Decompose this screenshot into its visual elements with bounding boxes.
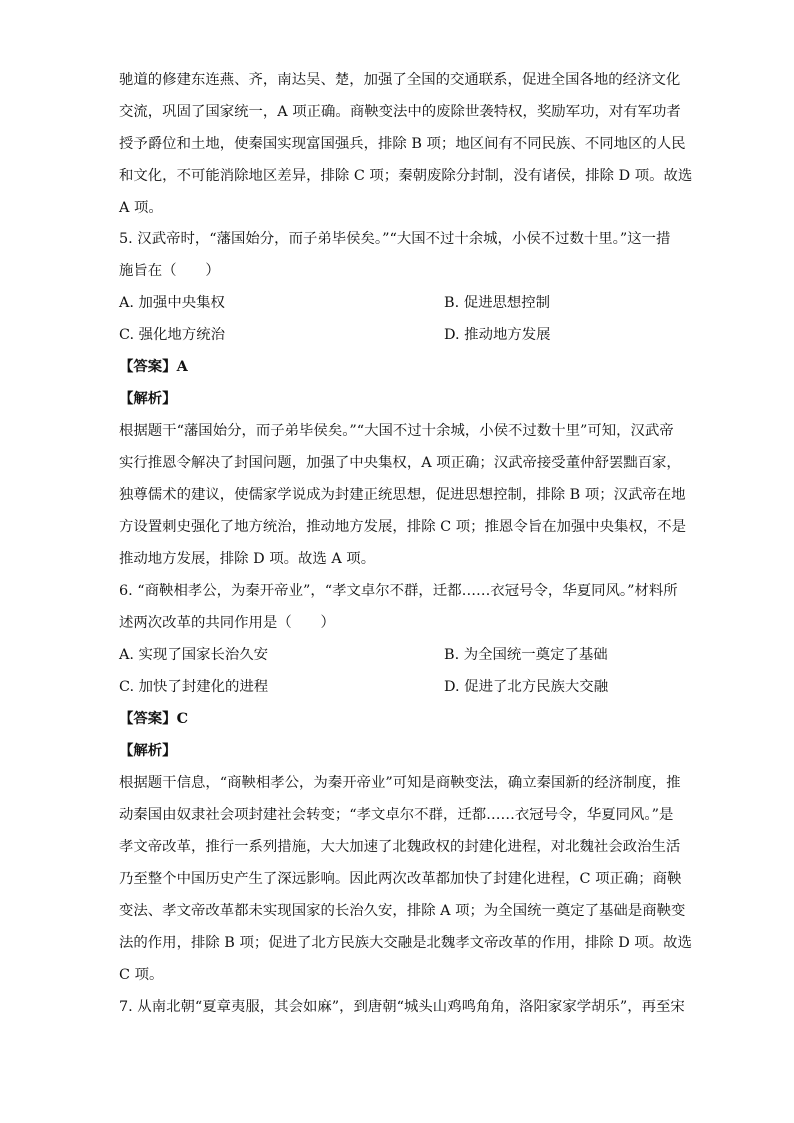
intro-line-2: 交流，巩固了国家统一，A 项正确。商鞅变法中的废除世袭特权，奖励军功，对有军功者 — [119, 104, 681, 120]
q5-stem-line-2: 施旨在（ ） — [119, 263, 220, 279]
q6-analysis-line-2: 动秦国由奴隶社会项封建社会转变；“孝文卓尔不群，迁都……衣冠号令，华夏同风。”是 — [119, 807, 674, 823]
intro-line-4: 和文化，不可能消除地区差异，排除 C 项；秦朝废除分封制，没有诸侯，排除 D 项。故选 — [119, 168, 693, 184]
q5-option-c: C. 强化地方统治 — [119, 327, 225, 343]
intro-line-1: 驰道的修建东连燕、齐，南达吴、楚，加强了全国的交通联系，促进全国各地的经济文化 — [119, 72, 681, 88]
q5-analysis-line-4: 方设置刺史强化了地方统治，推动地方发展，排除 C 项；推恩令旨在加强中央集权，不是 — [119, 519, 687, 535]
q6-analysis-line-4: 乃至整个中国历史产生了深远影响。因此两次改革都加快了封建化进程，C 项正确；商鞅 — [119, 871, 682, 887]
q5-option-a: A. 加强中央集权 — [119, 295, 225, 311]
q6-analysis-line-7: C 项。 — [119, 967, 164, 983]
q5-option-d: D. 推动地方发展 — [444, 327, 551, 343]
q6-stem-line-2: 述两次改革的共同作用是（ ） — [119, 615, 335, 631]
q6-analysis-line-3: 孝文帝改革，推行一系列措施，大大加速了北魏政权的封建化进程，对北魏社会政治生活 — [119, 839, 681, 855]
q6-stem-line-1: 6. “商鞅相孝公，为秦开帝业”，“孝文卓尔不群，迁都……衣冠号令，华夏同风。”材料所 — [119, 583, 678, 599]
q5-analysis-heading: 【解析】 — [119, 390, 177, 407]
q6-answer: 【答案】C — [119, 710, 189, 727]
q5-stem-line-1: 5. 汉武帝时，“藩国始分，而子弟毕侯矣。”“大国不过十余城，小侯不过数十里。”这一措 — [119, 231, 671, 247]
q6-option-a: A. 实现了国家长治久安 — [119, 647, 269, 663]
q6-option-c: C. 加快了封建化的进程 — [119, 679, 269, 695]
q7-stem-line-1: 7. 从南北朝“夏章夷服，其会如麻”，到唐朝“城头山鸡鸣角角，洛阳家家学胡乐”，再至宋 — [119, 999, 685, 1015]
q6-analysis-line-6: 法的作用，排除 B 项；促进了北方民族大交融是北魏孝文帝改革的作用，排除 D 项。故选 — [119, 935, 692, 951]
q5-option-b: B. 促进思想控制 — [444, 295, 551, 311]
q6-analysis-line-5: 变法、孝文帝改革都未实现国家的长治久安，排除 A 项；为全国统一奠定了基础是商鞅变 — [119, 903, 686, 919]
q5-answer: 【答案】A — [119, 358, 188, 375]
intro-line-5: A 项。 — [119, 200, 163, 216]
q5-analysis-line-3: 独尊儒术的建议，使儒家学说成为封建正统思想，促进思想控制，排除 B 项；汉武帝在地 — [119, 487, 686, 503]
intro-line-3: 授予爵位和土地，使秦国实现富国强兵，排除 B 项；地区间有不同民族、不同地区的人民 — [119, 136, 686, 152]
q5-analysis-line-1: 根据题干“藩国始分，而子弟毕侯矣。”“大国不过十余城，小侯不过数十里”可知，汉武帝 — [119, 423, 674, 439]
q6-analysis-heading: 【解析】 — [119, 742, 177, 759]
q5-analysis-line-2: 实行推恩令解决了封国问题，加强了中央集权，A 项正确；汉武帝接受董仲舒罢黜百家， — [119, 455, 681, 471]
q6-analysis-line-1: 根据题干信息，“商鞅相孝公，为秦开帝业”可知是商鞅变法，确立秦国新的经济制度，推 — [119, 775, 681, 791]
q6-option-d: D. 促进了北方民族大交融 — [444, 679, 609, 695]
q6-option-b: B. 为全国统一奠定了基础 — [444, 647, 608, 663]
q5-analysis-line-5: 推动地方发展，排除 D 项。故选 A 项。 — [119, 551, 376, 567]
